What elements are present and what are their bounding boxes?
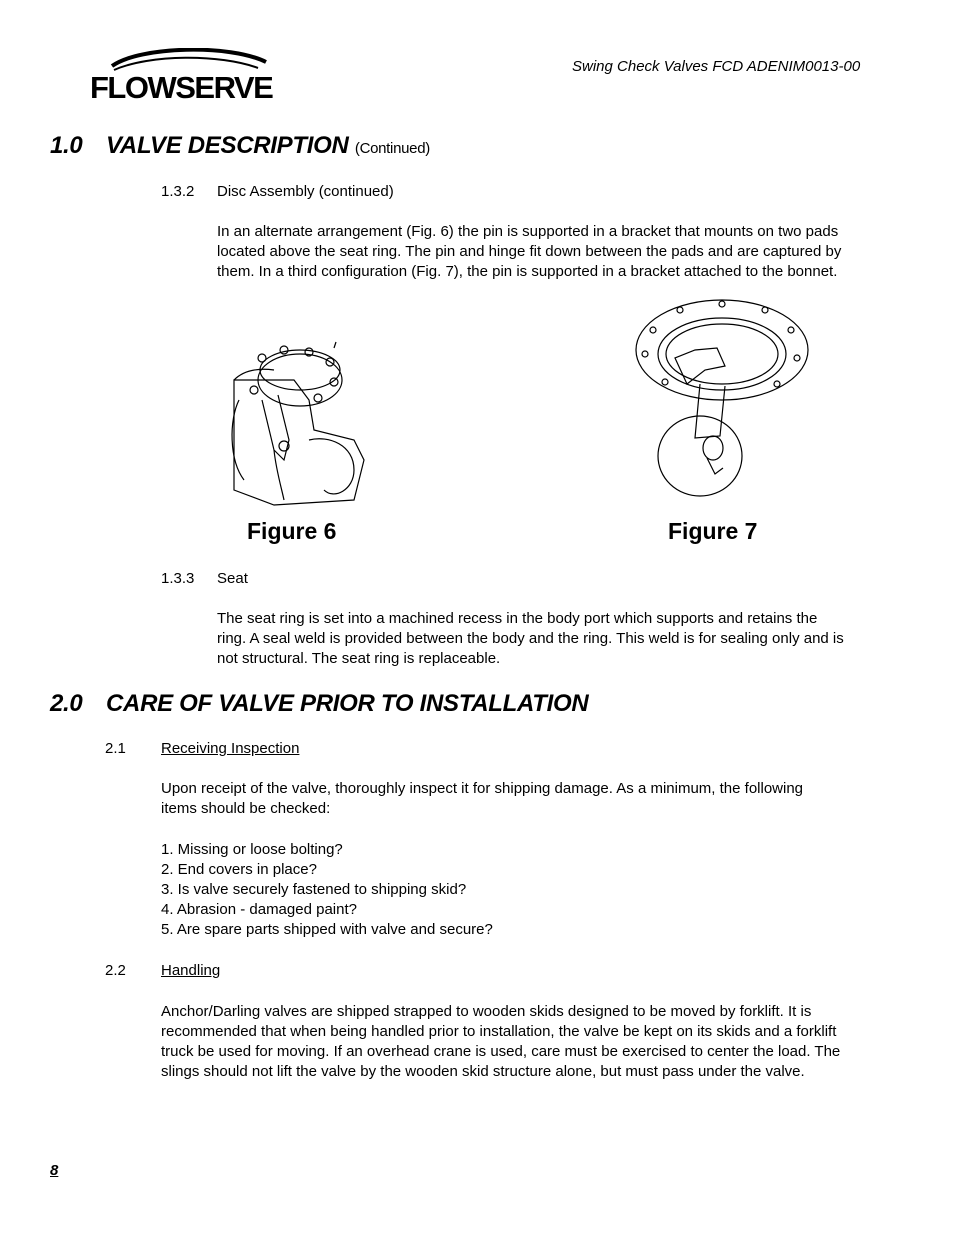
section-number: 2.0 [50,690,83,717]
list-item: 5. Are spare parts shipped with valve and secure? [161,921,493,938]
subsection-number: 1.3.3 [161,570,195,587]
figure-7-drawing [625,288,810,503]
paragraph-handling: Anchor/Darling valves are shipped strapped to wooden skids designed to be moved by forklift. It is recommended that when being handled prior to installation, the valve be kept on its skids and a forklift truck be used for moving. If an overhead crane is used, care must be exercised to center the load. The slings should not lift the valve by the wooden skid structure alone, but must pass under the valve. [161,1003,841,1080]
subsection-number: 2.1 [105,740,126,757]
figure-6-caption: Figure 6 [247,518,337,544]
subsection-title: Receiving Inspection [161,740,300,757]
subsection-number: 2.2 [105,962,126,979]
subsection-2-2 [105,962,220,979]
list-item: 3. Is valve securely fastened to shipping skid? [161,881,467,898]
subsection-2-1 [105,740,299,757]
svg-text:FLOWSERVE: FLOWSERVE [90,70,273,105]
section-title: CARE OF VALVE PRIOR TO INSTALLATION [106,690,589,717]
paragraph-receiving-inspection: Upon receipt of the valve, thoroughly inspect it for shipping damage. As a minimum, the following items should be checked: [161,780,804,817]
section-2-heading [50,690,588,718]
inspection-checklist [161,840,493,940]
subsection-number: 1.3.2 [161,183,195,200]
subsection-1-3-3 [161,570,248,587]
paragraph-disc-assembly: In an alternate arrangement (Fig. 6) the pin is supported in a bracket that mounts on two pads located above the seat ring. The pin and hinge fit down between the pads and are captured by them. In a third configuration (Fig. 7), the pin is supported in a bracket attached to the bonnet. [217,223,842,280]
document-title: Swing Check Valves FCD ADENIM0013-00 [572,58,861,75]
subsection-title: Handling [161,962,221,979]
flowserve-logo [90,48,282,108]
list-item: 2. End covers in place? [161,861,317,878]
subsection-title: Seat [217,570,248,587]
figure-7-caption: Figure 7 [668,518,758,544]
section-number: 1.0 [50,132,83,159]
page-number: 8 [50,1162,59,1179]
list-item: 1. Missing or loose bolting? [161,841,343,858]
section-1-heading [50,132,430,160]
figure-6-drawing [214,340,374,508]
subsection-1-3-2 [161,183,394,200]
subsection-title: Disc Assembly (continued) [217,183,394,200]
list-item: 4. Abrasion - damaged paint? [161,901,357,918]
paragraph-seat: The seat ring is set into a machined recess in the body port which supports and retains the ring. A seal weld is provided between the body and the ring. This weld is for sealing only and is not structural. The seat ring is replaceable. [217,610,844,667]
section-title: VALVE DESCRIPTION [106,132,349,159]
continued-label: (Continued) [354,140,430,157]
